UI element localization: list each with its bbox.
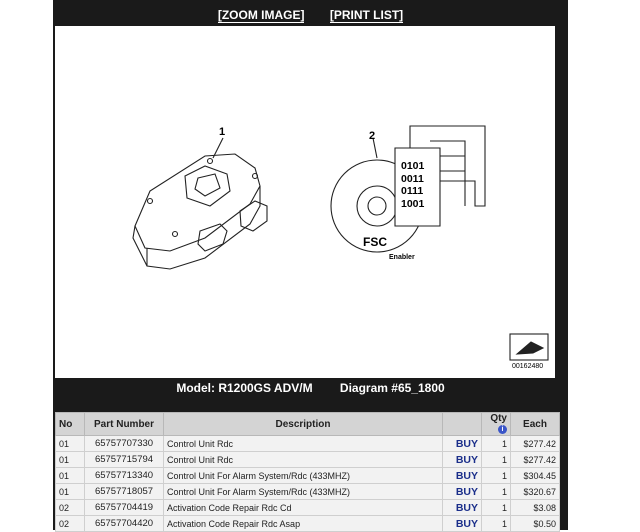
row-description: Activation Code Repair Rdc Asap bbox=[164, 516, 443, 532]
col-description: Description bbox=[164, 413, 443, 436]
buy-link[interactable]: BUY bbox=[443, 468, 482, 484]
binary-line: 0011 bbox=[401, 172, 424, 185]
enabler-label: Enabler bbox=[389, 254, 415, 261]
arrow-icon bbox=[510, 334, 548, 360]
control-unit-drawing bbox=[133, 138, 267, 269]
row-part-number: 65757704419 bbox=[85, 500, 164, 516]
row-description: Activation Code Repair Rdc Cd bbox=[164, 500, 443, 516]
col-qty bbox=[482, 413, 511, 436]
diagram-drawing bbox=[55, 26, 555, 378]
row-price: $277.42 bbox=[511, 436, 560, 452]
buy-link[interactable]: BUY bbox=[443, 516, 482, 532]
row-description: Control Unit For Alarm System/Rdc (433MHZ) bbox=[164, 484, 443, 500]
row-no: 02 bbox=[56, 500, 85, 516]
diagram-label: Diagram #65_1800 bbox=[339, 381, 445, 395]
row-qty: 1 bbox=[482, 516, 511, 532]
table-header-row bbox=[56, 413, 560, 436]
row-no: 01 bbox=[56, 452, 85, 468]
table-row bbox=[56, 484, 560, 500]
parts-panel bbox=[53, 0, 568, 530]
row-part-number: 65757715794 bbox=[85, 452, 164, 468]
callout-2: 2 bbox=[369, 130, 376, 142]
row-price: $304.45 bbox=[511, 468, 560, 484]
buy-link[interactable]: BUY bbox=[443, 452, 482, 468]
row-description: Control Unit For Alarm System/Rdc (433MHZ) bbox=[164, 468, 443, 484]
row-price: $0.50 bbox=[511, 516, 560, 532]
row-part-number: 65757713340 bbox=[85, 468, 164, 484]
row-no: 01 bbox=[56, 468, 85, 484]
binary-line: 0101 bbox=[401, 160, 425, 172]
row-qty: 1 bbox=[482, 484, 511, 500]
diagram-number: 00162480 bbox=[512, 363, 544, 370]
row-qty: 1 bbox=[482, 436, 511, 452]
model-label: Model: R1200GS ADV/M bbox=[176, 381, 313, 395]
row-part-number: 65757707330 bbox=[85, 436, 164, 452]
row-description: Control Unit Rdc bbox=[164, 452, 443, 468]
row-part-number: 65757718057 bbox=[85, 484, 164, 500]
row-part-number: 65757704420 bbox=[85, 516, 164, 532]
table-row bbox=[56, 468, 560, 484]
info-icon[interactable]: i bbox=[498, 425, 507, 434]
binary-code bbox=[401, 160, 424, 210]
col-part-number: Part Number bbox=[85, 413, 164, 436]
row-qty: 1 bbox=[482, 500, 511, 516]
qty-header-label: Qty bbox=[490, 413, 507, 424]
buy-link[interactable]: BUY bbox=[443, 484, 482, 500]
row-price: $320.67 bbox=[511, 484, 560, 500]
diagram-caption bbox=[53, 381, 568, 395]
buy-link[interactable]: BUY bbox=[443, 436, 482, 452]
row-price: $3.08 bbox=[511, 500, 560, 516]
row-price: $277.42 bbox=[511, 452, 560, 468]
buy-link[interactable]: BUY bbox=[443, 500, 482, 516]
parts-table bbox=[55, 412, 560, 532]
row-description: Control Unit Rdc bbox=[164, 436, 443, 452]
row-no: 02 bbox=[56, 516, 85, 532]
zoom-image-link[interactable]: [ZOOM IMAGE] bbox=[217, 8, 305, 22]
print-list-link[interactable]: [PRINT LIST] bbox=[329, 8, 404, 22]
col-buy bbox=[443, 413, 482, 436]
row-qty: 1 bbox=[482, 468, 511, 484]
fsc-label: FSC bbox=[363, 235, 387, 249]
row-no: 01 bbox=[56, 436, 85, 452]
table-row bbox=[56, 436, 560, 452]
callout-1: 1 bbox=[219, 126, 226, 138]
table-row bbox=[56, 452, 560, 468]
col-each: Each bbox=[511, 413, 560, 436]
parts-diagram bbox=[55, 26, 555, 378]
binary-line: 1001 bbox=[401, 197, 425, 210]
row-qty: 1 bbox=[482, 452, 511, 468]
table-row bbox=[56, 516, 560, 532]
col-no: No bbox=[56, 413, 85, 436]
table-row bbox=[56, 500, 560, 516]
binary-line: 0111 bbox=[401, 185, 424, 197]
top-links bbox=[53, 8, 568, 22]
row-no: 01 bbox=[56, 484, 85, 500]
